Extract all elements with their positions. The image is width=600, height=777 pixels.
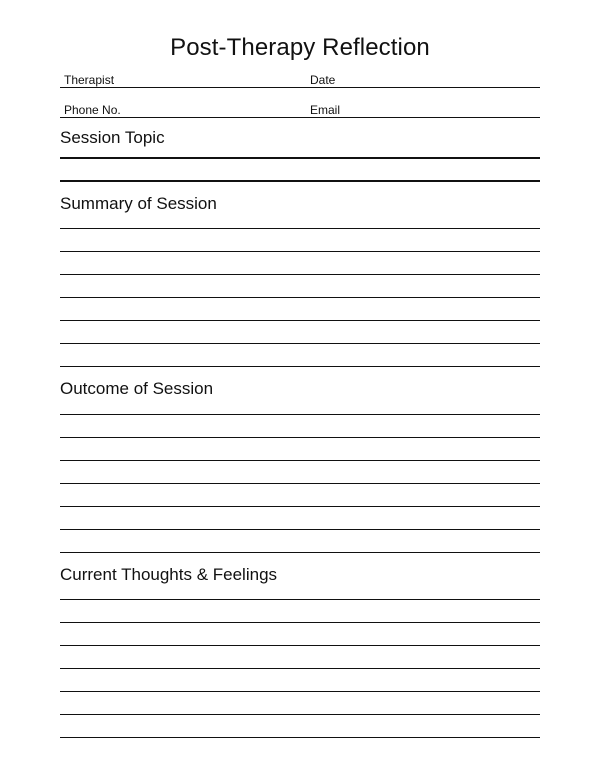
thoughts-line[interactable] [60,668,540,669]
phone-email-line[interactable] [60,117,540,118]
summary-line[interactable] [60,343,540,344]
thoughts-line[interactable] [60,622,540,623]
outcome-line[interactable] [60,529,540,530]
therapist-label: Therapist [64,73,115,87]
summary-line[interactable] [60,320,540,321]
outcome-line[interactable] [60,460,540,461]
summary-line[interactable] [60,297,540,298]
thoughts-line[interactable] [60,691,540,692]
outcome-line[interactable] [60,437,540,438]
thoughts-line[interactable] [60,714,540,715]
thoughts-line[interactable] [60,737,540,738]
phone-label: Phone No. [64,103,121,117]
page-title: Post-Therapy Reflection [170,34,430,61]
therapist-date-line[interactable] [60,87,540,88]
thoughts-heading: Current Thoughts & Feelings [60,565,278,584]
thoughts-line[interactable] [60,645,540,646]
outcome-line[interactable] [60,552,540,553]
session-topic-line[interactable] [60,157,540,159]
outcome-line[interactable] [60,483,540,484]
summary-line[interactable] [60,228,540,229]
session-topic-line[interactable] [60,180,540,182]
summary-line[interactable] [60,274,540,275]
outcome-line[interactable] [60,414,540,415]
outcome-line[interactable] [60,506,540,507]
thoughts-line[interactable] [60,599,540,600]
summary-line[interactable] [60,251,540,252]
summary-heading: Summary of Session [60,194,217,213]
outcome-heading: Outcome of Session [60,379,214,398]
email-label: Email [310,103,341,117]
summary-line[interactable] [60,366,540,367]
date-label: Date [310,73,336,87]
session-topic-heading: Session Topic [60,128,165,147]
